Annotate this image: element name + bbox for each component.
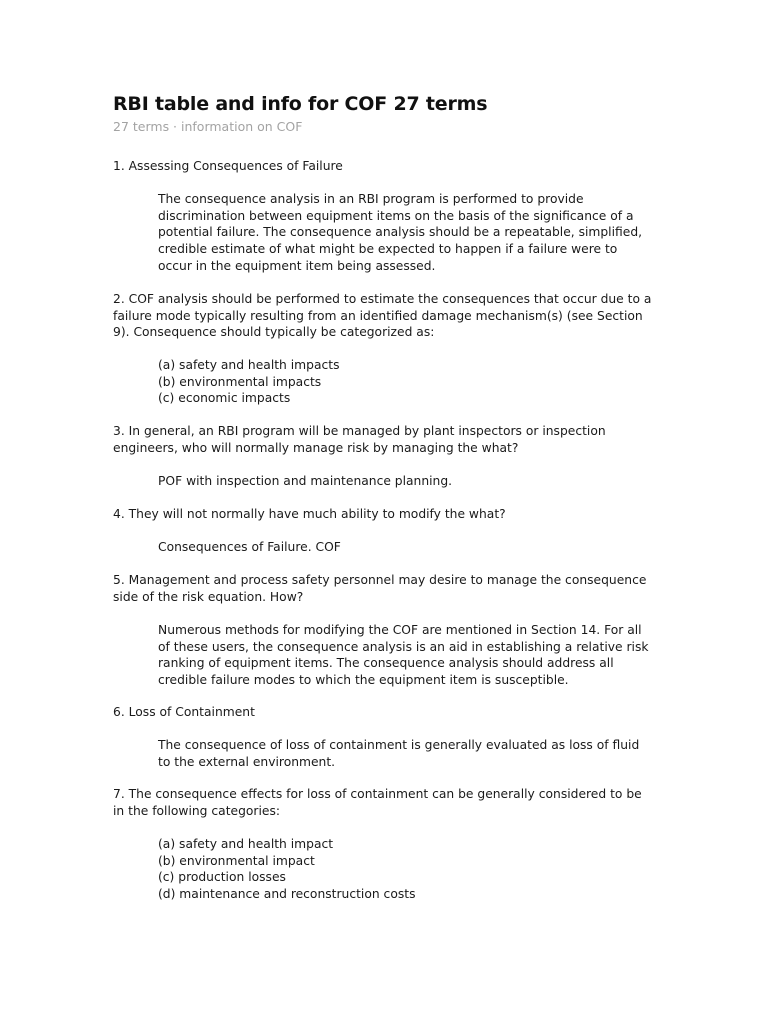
answer-line: The consequence analysis in an RBI program is performed to provide [158,192,584,206]
question-4 [113,506,506,523]
answer-line: The consequence of loss of containment is generally evaluated as loss of fluid [158,738,640,752]
answer-line: (b) environmental impacts [158,374,322,389]
answer-line: (a) safety and health impact [158,837,334,851]
answer-line: discrimination between equipment items on the basis of the significance of a [158,208,634,223]
question-line: 1. Assessing Consequences of Failure [113,159,343,173]
question-line: 9). Consequence should typically be categorized as: [113,325,435,340]
answer-3 [158,473,452,490]
answer-line: Numerous methods for modifying the COF are mentioned in Section 14. For all [158,623,642,637]
question-3 [113,423,606,456]
question-line: failure mode typically resulting from an identified damage mechanism(s) (see Section [113,308,643,323]
answer-line: of these users, the consequence analysis is an aid in establishing a relative risk [158,639,649,654]
answer-line: potential failure. The consequence analysis should be a repeatable, simplified, [158,225,643,240]
question-line: 5. Management and process safety personnel may desire to manage the consequence [113,573,647,587]
question-line: in the following categories: [113,803,280,818]
answer-line: POF with inspection and maintenance planning. [158,474,453,488]
answer-1 [158,191,642,274]
answer-6 [158,737,639,770]
question-6 [113,704,255,721]
answer-line: to the external environment. [158,754,336,769]
question-line: side of the risk equation. How? [113,589,304,604]
answer-line: (d) maintenance and reconstruction costs [158,887,416,902]
page-title: RBI table and info for COF 27 terms [113,93,488,115]
answer-line: ranking of equipment items. The consequence analysis should address all [158,656,614,671]
answer-line: credible estimate of what might be expected to happen if a failure were to [158,242,618,257]
question-7 [113,786,642,819]
question-line: 7. The consequence effects for loss of containment can be generally considered to be [113,787,642,801]
answer-line: credible failure modes to which the equipment item is susceptible. [158,673,569,688]
answer-line: occur in the equipment item being assessed. [158,258,436,273]
answer-2 [158,357,340,407]
question-1 [113,158,343,175]
answer-line: (c) economic impacts [158,391,291,406]
answer-line: (a) safety and health impacts [158,358,340,372]
answer-7 [158,836,415,903]
question-line: engineers, who will normally manage risk by managing the what? [113,440,519,455]
question-line: 4. They will not normally have much ability to modify the what? [113,507,506,521]
answer-4 [158,539,341,556]
answer-5 [158,622,648,689]
answer-line: (b) environmental impact [158,853,315,868]
page-subtitle: 27 terms · information on COF [113,119,303,134]
question-line: 2. COF analysis should be performed to estimate the consequences that occur due to a [113,292,652,306]
answer-line: Consequences of Failure. COF [158,540,341,554]
question-5 [113,572,646,605]
question-line: 3. In general, an RBI program will be managed by plant inspectors or inspection [113,424,606,438]
question-line: 6. Loss of Containment [113,705,255,719]
answer-line: (c) production losses [158,870,286,885]
question-2 [113,291,651,341]
